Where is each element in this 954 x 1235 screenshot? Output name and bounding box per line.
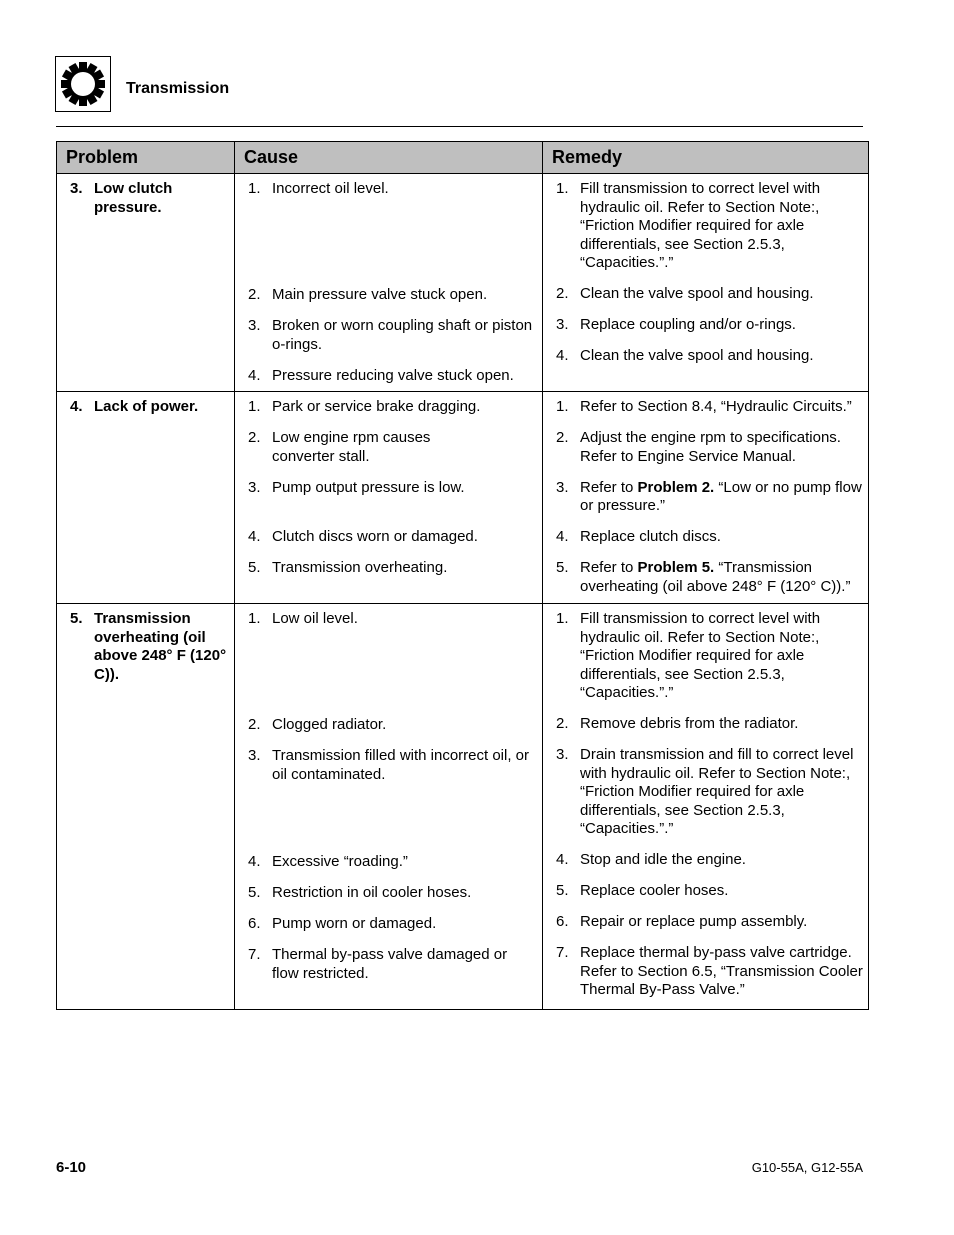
problem-reference: Problem 5. bbox=[637, 559, 715, 576]
list-item bbox=[543, 610, 868, 703]
remedy-text-part: Refer to bbox=[580, 559, 638, 576]
item-number: 3. bbox=[248, 317, 261, 334]
problem-number: 5. bbox=[70, 610, 83, 627]
remedy-text: Stop and idle the engine. bbox=[580, 851, 746, 868]
problem-text: Lack of power. bbox=[94, 398, 199, 415]
item-number: 2. bbox=[248, 286, 261, 303]
page-number: 6-10 bbox=[56, 1159, 87, 1176]
list-item bbox=[235, 367, 542, 386]
item-number: 5. bbox=[248, 559, 261, 576]
list-item bbox=[543, 559, 868, 596]
list-item bbox=[235, 286, 542, 305]
cause-text: Incorrect oil level. bbox=[272, 180, 389, 197]
item-number: 2. bbox=[556, 429, 569, 446]
problem-cell bbox=[57, 392, 235, 604]
column-header-cause: Cause bbox=[235, 142, 543, 174]
item-number: 2. bbox=[556, 285, 569, 302]
cause-text: Park or service brake dragging. bbox=[272, 398, 481, 415]
cause-text: Broken or worn coupling shaft or piston o-rings. bbox=[272, 317, 533, 353]
cause-text: Pump worn or damaged. bbox=[272, 915, 437, 932]
item-number: 3. bbox=[556, 316, 569, 333]
item-number: 4. bbox=[248, 528, 261, 545]
item-number: 5. bbox=[556, 559, 569, 576]
troubleshooting-table bbox=[56, 141, 869, 1010]
problem-reference: Problem 2. bbox=[637, 478, 715, 496]
remedy-cell bbox=[543, 392, 869, 604]
cause-text: Transmission overheating. bbox=[272, 559, 448, 576]
remedy-text: Adjust the engine rpm to specifications. Refer to Engine Service Manual. bbox=[580, 429, 841, 465]
remedy-cell bbox=[543, 604, 869, 1010]
list-item bbox=[235, 479, 542, 516]
list-item bbox=[235, 528, 542, 547]
list-item bbox=[235, 915, 542, 934]
list-item bbox=[235, 884, 542, 903]
cause-text: Excessive “roading.” bbox=[272, 853, 408, 870]
remedy-text-part: “Transmission overheating (oil above 248° F (120° C)).” bbox=[580, 559, 851, 595]
list-item bbox=[543, 285, 868, 304]
cause-text: Clutch discs worn or damaged. bbox=[272, 528, 478, 545]
list-item bbox=[543, 479, 868, 516]
item-number: 4. bbox=[248, 853, 261, 870]
list-item bbox=[235, 747, 542, 841]
item-number: 4. bbox=[248, 366, 261, 384]
remedy-text: Remove debris from the radiator. bbox=[580, 715, 799, 732]
item-number: 1. bbox=[556, 398, 569, 415]
section-title: Transmission bbox=[126, 80, 230, 97]
item-number: 2. bbox=[556, 715, 569, 732]
item-number: 3. bbox=[556, 478, 569, 496]
item-number: 1. bbox=[248, 610, 261, 627]
list-item bbox=[543, 429, 868, 466]
list-item bbox=[543, 851, 868, 870]
item-number: 1. bbox=[556, 180, 569, 197]
cause-text: Clogged radiator. bbox=[272, 716, 387, 733]
item-number: 1. bbox=[248, 398, 261, 415]
item-number: 4. bbox=[556, 528, 569, 545]
item-number: 3. bbox=[556, 746, 569, 763]
problem-text: Low clutch pressure. bbox=[94, 180, 173, 216]
remedy-text: Refer to Section 8.4, “Hydraulic Circuits.” bbox=[580, 398, 852, 415]
cause-text: Low engine rpm causes converter stall. bbox=[272, 429, 431, 465]
item-number: 7. bbox=[248, 946, 261, 963]
list-item bbox=[235, 317, 542, 354]
cause-text: Pump output pressure is low. bbox=[272, 478, 465, 496]
remedy-text-part: Refer to bbox=[580, 478, 638, 496]
cause-cell bbox=[235, 604, 543, 1010]
remedy-text: Replace thermal by-pass valve cartridge. Refer to Section 6.5, “Transmission Cooler Thermal By-Pass Valve.” bbox=[580, 944, 863, 998]
list-item bbox=[235, 946, 542, 983]
table-row bbox=[57, 174, 869, 392]
item-number: 5. bbox=[556, 882, 569, 899]
list-item bbox=[235, 610, 542, 704]
gear-icon bbox=[59, 60, 107, 108]
cause-text: Restriction in oil cooler hoses. bbox=[272, 884, 472, 901]
problem-cell bbox=[57, 604, 235, 1010]
remedy-text: Replace cooler hoses. bbox=[580, 882, 729, 899]
item-number: 6. bbox=[556, 913, 569, 930]
list-item bbox=[543, 180, 868, 273]
list-item bbox=[235, 716, 542, 735]
cause-cell bbox=[235, 392, 543, 604]
list-item bbox=[543, 882, 868, 901]
cause-text: Pressure reducing valve stuck open. bbox=[272, 366, 514, 384]
remedy-text bbox=[580, 479, 868, 516]
list-item bbox=[235, 429, 542, 466]
table-row bbox=[57, 604, 869, 1010]
problem-text: Transmission overheating (oil above 248° F (120° C)). bbox=[94, 610, 227, 683]
remedy-text: Clean the valve spool and housing. bbox=[580, 347, 814, 364]
cause-text: Transmission filled with incorrect oil, or oil contaminated. bbox=[272, 747, 530, 783]
remedy-text bbox=[580, 559, 868, 596]
remedy-cell bbox=[543, 174, 869, 392]
item-number: 1. bbox=[556, 610, 569, 627]
list-item bbox=[235, 398, 542, 417]
list-item bbox=[543, 398, 868, 417]
item-number: 5. bbox=[248, 884, 261, 901]
remedy-text: Drain transmission and fill to correct level with hydraulic oil. Refer to Section Note:, “Friction Modifier required for axle differentials, see Section 2.5.3, “Capacities.”.” bbox=[580, 746, 854, 837]
list-item bbox=[235, 559, 542, 578]
list-item bbox=[543, 913, 868, 932]
list-item bbox=[543, 528, 868, 547]
remedy-text: Replace coupling and/or o-rings. bbox=[580, 316, 796, 333]
problem-number: 4. bbox=[70, 398, 83, 415]
model-numbers: G10-55A, G12-55A bbox=[751, 1160, 863, 1175]
item-number: 1. bbox=[248, 180, 261, 197]
item-number: 6. bbox=[248, 915, 261, 932]
table-header-row bbox=[57, 142, 869, 174]
item-number: 3. bbox=[248, 478, 261, 496]
column-header-problem: Problem bbox=[57, 142, 235, 174]
cause-cell bbox=[235, 174, 543, 392]
table-row bbox=[57, 392, 869, 604]
remedy-text: Fill transmission to correct level with hydraulic oil. Refer to Section Note:, “Friction Modifier required for axle differentials, see Section 2.5.3, “Capacities.”.” bbox=[580, 610, 821, 701]
column-header-remedy: Remedy bbox=[543, 142, 869, 174]
item-number: 2. bbox=[248, 429, 261, 446]
list-item bbox=[543, 347, 868, 366]
remedy-text-part: “Low or no pump flow or pressure.” bbox=[580, 478, 862, 514]
item-number: 4. bbox=[556, 851, 569, 868]
problem-number: 3. bbox=[70, 180, 83, 197]
item-number: 4. bbox=[556, 347, 569, 364]
remedy-text: Replace clutch discs. bbox=[580, 528, 721, 545]
cause-text: Main pressure valve stuck open. bbox=[272, 286, 488, 303]
list-item bbox=[543, 746, 868, 839]
remedy-text: Fill transmission to correct level with hydraulic oil. Refer to Section Note:, “Friction Modifier required for axle differentials, see Section 2.5.3, “Capacities.”.” bbox=[580, 180, 821, 271]
list-item bbox=[543, 715, 868, 734]
list-item bbox=[235, 853, 542, 872]
problem-cell bbox=[57, 174, 235, 392]
remedy-text: Repair or replace pump assembly. bbox=[580, 913, 808, 930]
remedy-text: Clean the valve spool and housing. bbox=[580, 285, 814, 302]
cause-text: Thermal by-pass valve damaged or flow restricted. bbox=[272, 946, 508, 982]
item-number: 3. bbox=[248, 747, 261, 764]
list-item bbox=[235, 180, 542, 274]
section-logo bbox=[55, 56, 111, 112]
header-divider bbox=[56, 126, 863, 127]
cause-text: Low oil level. bbox=[272, 610, 358, 627]
list-item bbox=[543, 944, 868, 1000]
list-item bbox=[543, 316, 868, 335]
item-number: 2. bbox=[248, 716, 261, 733]
item-number: 7. bbox=[556, 944, 569, 961]
